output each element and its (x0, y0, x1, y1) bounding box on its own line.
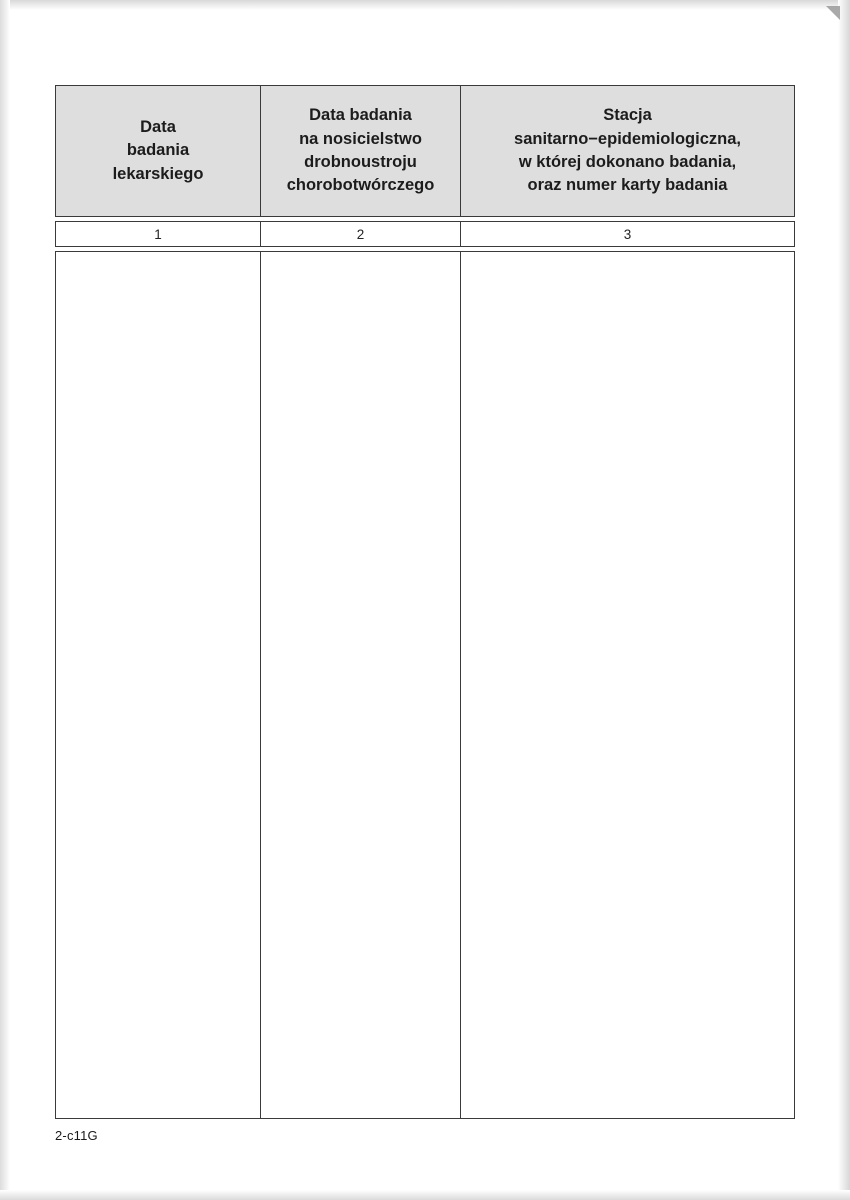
page-corner-fold-icon (826, 6, 840, 20)
table-header-sanitary-epidemiological-station (460, 86, 794, 216)
header-line: drobnoustroju (304, 153, 417, 171)
table-column-number-row (55, 221, 795, 247)
table-cell-date-of-pathogen-carrier-test[interactable] (260, 252, 460, 1118)
column-number-3: 3 (460, 222, 794, 246)
header-line: Stacja (603, 106, 652, 125)
table-header-date-of-pathogen-carrier-test (260, 86, 460, 216)
header-line: badania (126, 141, 190, 160)
table-header-date-of-medical-examination (56, 86, 260, 216)
header-line: Data badania (309, 106, 412, 125)
header-line: chorobotwórczego (286, 176, 435, 195)
header-line: na nosicielstwo (299, 129, 422, 148)
header-line: sanitarno−epidemiologiczna, (514, 129, 741, 148)
header-line: Data (140, 117, 176, 136)
page-edge-shadow-left (0, 0, 10, 1200)
table-row (55, 251, 795, 1119)
examination-table (55, 85, 795, 1119)
form-code-label: 2-c11G (55, 1128, 98, 1143)
table-cell-date-of-medical-examination[interactable] (56, 252, 260, 1118)
header-line: lekarskiego (112, 164, 204, 183)
table-cell-sanitary-epidemiological-station[interactable] (460, 252, 794, 1118)
column-number-1: 1 (56, 222, 260, 246)
page-edge-shadow-right (838, 0, 850, 1200)
table-header-row (55, 85, 795, 217)
page-edge-shadow-bottom (0, 1190, 850, 1200)
page-edge-shadow-top (0, 0, 850, 10)
header-line: w której dokonano badania, (518, 153, 737, 171)
header-line: oraz numer karty badania (527, 176, 728, 195)
column-number-2: 2 (260, 222, 460, 246)
